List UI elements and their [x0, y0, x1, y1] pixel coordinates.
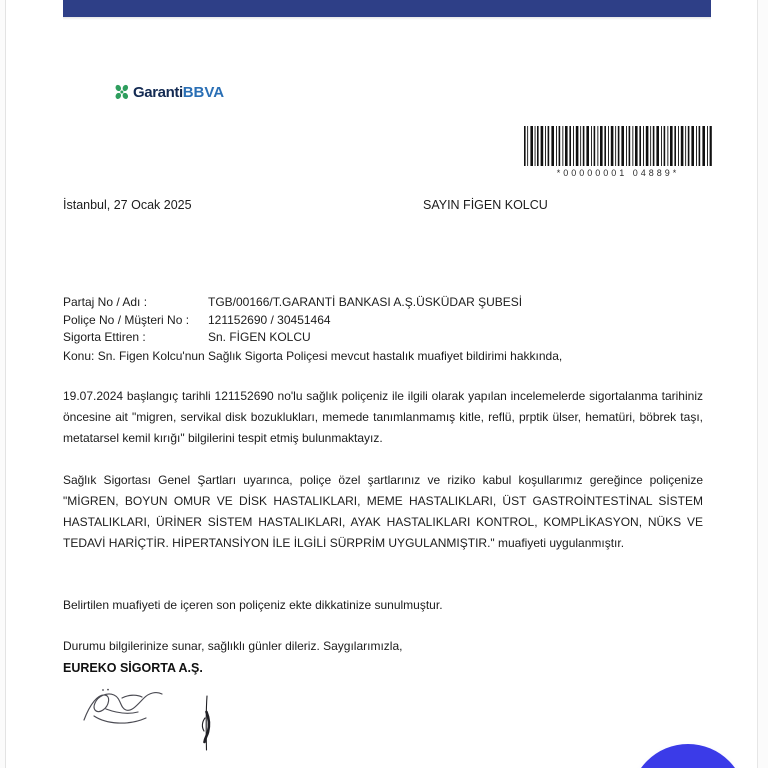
logo-bbva-text: BBVA — [182, 83, 225, 101]
page-edge-right — [757, 0, 758, 768]
barcode-bars — [522, 126, 714, 166]
signature-right — [196, 694, 218, 759]
garanti-bbva-logo — [114, 84, 224, 100]
letter-meta-block — [63, 294, 562, 365]
barcode-human-readable: *00000001 04889* — [556, 168, 680, 178]
place-and-date: İstanbul, 27 Ocak 2025 — [63, 198, 192, 212]
meta-value-policy: 121152690 / 30451464 — [208, 312, 331, 327]
company-name: EUREKO SİGORTA A.Ş. — [63, 661, 203, 675]
meta-row-partaj — [63, 294, 562, 312]
body-paragraph-2: Sağlık Sigortası Genel Şartları uyarınca, poliçe özel şartlarınız ve riziko kabul koşullarımız gereğince poliçenize "MİGREN, BOYUN OMUR VE DİSK HASTALIKLARI, MEME HASTALIKLARI, ÜST GASTROİNTESTİNAL SİSTEM HASTALIKLARI, ÜRİNER SİSTEM HASTALIKLARI, AYAK HASTALIKLARI KONTROL, KOMPLİKASYON, NÜKS VE TEDAVİ HARİÇTİR. HİPERTANSİYON İLE İLGİLİ SÜRPRİM UYGULANMIŞTIR." muafiyeti uygulanmıştır. — [63, 473, 703, 550]
meta-label-partaj: Partaj No / Adı : — [63, 295, 148, 309]
body-paragraph-3: Belirtilen muafiyeti de içeren son poliçeniz ekte dikkatinize sunulmuştur. — [63, 598, 443, 612]
logo-garanti-text: Garanti — [133, 83, 183, 101]
top-banner — [63, 0, 711, 17]
meta-label-policy: Poliçe No / Müşteri No : — [63, 312, 190, 327]
meta-subject: Konu: Sn. Figen Kolcu'nun Sağlık Sigorta Poliçesi mevcut hastalık muafiyet bildirimi hakkında, — [63, 348, 563, 363]
letter-header-row — [63, 198, 703, 212]
letter-body — [63, 386, 703, 575]
body-paragraph-1: 19.07.2024 başlangıç tarihli 121152690 no'lu sağlık poliçeniz ile ilgili olarak yapılan incelemelerde sigortalanma tarihiniz öncesine ait "migren, servikal disk bozuklukları, memede tanımlanmamış kitle, reflü, prptik ülser, hematüri, böbrek taşı, metatarsel kemil kırığı" bilgilerini tespit etmiş bulunmaktayız. — [63, 389, 703, 445]
meta-row-policy — [63, 312, 562, 330]
body-paragraph-4: Durumu bilgilerinize sunar, sağlıklı günler dileriz. Saygılarımızla, — [63, 639, 403, 653]
barcode — [522, 126, 714, 178]
addressee: SAYIN FİGEN KOLCU — [423, 198, 548, 212]
meta-row-insured — [63, 329, 562, 347]
meta-value-partaj: TGB/00166/T.GARANTİ BANKASI A.Ş.ÜSKÜDAR ŞUBESİ — [208, 295, 523, 309]
signature-left — [76, 686, 171, 733]
letter-sheet — [6, 0, 757, 768]
meta-value-insured: Sn. FİGEN KOLCU — [208, 330, 311, 344]
garanti-clover-mark-icon — [114, 84, 130, 100]
logo-wordmark — [133, 85, 224, 100]
top-banner-shadow — [63, 17, 711, 20]
meta-label-insured: Sigorta Ettiren : — [63, 330, 146, 344]
